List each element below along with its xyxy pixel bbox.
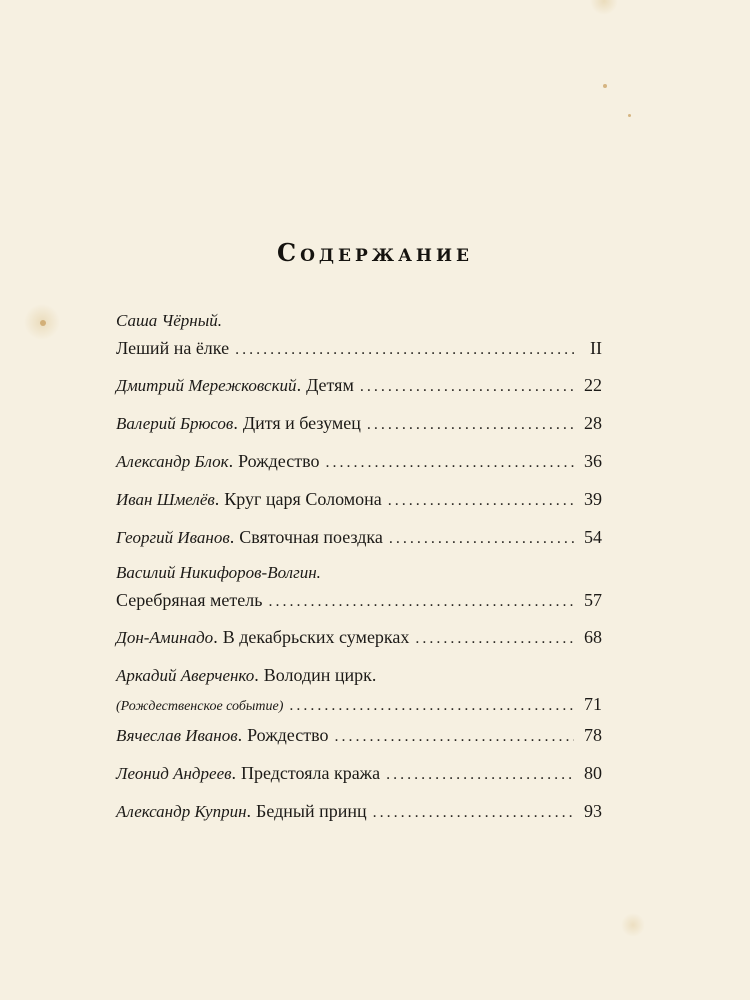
- toc-author: Дон-Аминадо: [116, 628, 214, 647]
- toc-title: Святочная поездка: [239, 527, 383, 547]
- toc-leader: [325, 450, 574, 476]
- toc-page-number: 54: [584, 527, 602, 547]
- toc-page-number: 71: [584, 694, 602, 714]
- toc-entry: Аркадий Аверченко . Володин цирк. (Рождественское событие) ..... 71: [116, 662, 602, 720]
- paper-speck: [603, 84, 607, 88]
- toc-author: Дмитрий Мережковский: [116, 376, 297, 395]
- toc-leader: [360, 374, 574, 400]
- toc-leader: [388, 488, 574, 514]
- toc-author: Георгий Иванов: [116, 528, 230, 547]
- toc-entry: Александр Блок . Рождество ..... 36: [116, 448, 602, 476]
- toc-page-number: 36: [584, 451, 602, 471]
- toc-page-number: 57: [584, 590, 602, 610]
- toc-leader: [289, 693, 574, 719]
- toc-title: Володин цирк.: [263, 665, 377, 685]
- toc-author: Иван Шмелёв: [116, 490, 215, 509]
- paper-speck: [628, 114, 631, 117]
- toc-page-number: 80: [584, 763, 602, 783]
- toc-page-number: 68: [584, 627, 602, 647]
- toc-title: Рождество: [247, 725, 329, 745]
- toc-entry: Дмитрий Мережковский . Детям ..... 22: [116, 372, 602, 400]
- toc-leader: [386, 762, 574, 788]
- toc-leader: [367, 412, 574, 438]
- toc-entry: Александр Куприн . Бедный принц ..... 93: [116, 798, 602, 826]
- toc-leader: [373, 800, 574, 826]
- toc-leader: [389, 526, 574, 552]
- toc-entry: [116, 562, 602, 615]
- toc-title: Бедный принц: [256, 801, 367, 821]
- toc-entry: Дон-Аминадо . В декабрьских сумерках ..... 68: [116, 624, 602, 652]
- toc-author: Саша Чёрный.: [116, 311, 222, 330]
- toc-page-number: 78: [584, 725, 602, 745]
- toc-author: Валерий Брюсов: [116, 414, 234, 433]
- toc-author: Вячеслав Иванов: [116, 726, 238, 745]
- toc-entry: [116, 310, 602, 363]
- toc-subtitle: (Рождественское событие): [116, 699, 284, 714]
- toc-author: Леонид Андреев: [116, 764, 232, 783]
- toc-entry: Вячеслав Иванов . Рождество ..... 78: [116, 722, 602, 750]
- toc-title: Леший на ёлке: [116, 338, 230, 358]
- toc-title: Предстояла кража: [241, 763, 381, 783]
- page-title: Содержание: [277, 238, 473, 267]
- toc-author: Аркадий Аверченко: [116, 666, 255, 685]
- toc-title: Дитя и безумец: [242, 413, 361, 433]
- toc-leader: [415, 626, 574, 652]
- toc-author: Александр Блок: [116, 452, 229, 471]
- toc-title: Рождество: [238, 451, 320, 471]
- toc-entry: Георгий Иванов . Святочная поездка ..... 54: [116, 524, 602, 552]
- toc-page-number: II: [590, 338, 602, 358]
- toc-title: Круг царя Соломона: [224, 489, 382, 509]
- toc-leader: [268, 589, 574, 615]
- paper-speck: [40, 320, 46, 326]
- toc-leader: [334, 724, 574, 750]
- toc-page-number: 93: [584, 801, 602, 821]
- toc-entry: Леонид Андреев . Предстояла кража ..... 80: [116, 760, 602, 788]
- toc-page-number: 39: [584, 489, 602, 509]
- toc-entry: Иван Шмелёв . Круг царя Соломона ..... 39: [116, 486, 602, 514]
- toc-page-number: 22: [584, 375, 602, 395]
- toc-page-number: 28: [584, 413, 602, 433]
- toc-entry: Валерий Брюсов . Дитя и безумец ..... 28: [116, 410, 602, 438]
- toc-author: Александр Куприн: [116, 802, 247, 821]
- toc-leader: [235, 337, 574, 363]
- toc-author: Василий Никифоров-Волгин.: [116, 563, 321, 582]
- toc-title: В декабрьских сумерках: [222, 627, 410, 647]
- toc-title: Детям: [306, 375, 354, 395]
- toc-title: Серебряная метель: [116, 590, 263, 610]
